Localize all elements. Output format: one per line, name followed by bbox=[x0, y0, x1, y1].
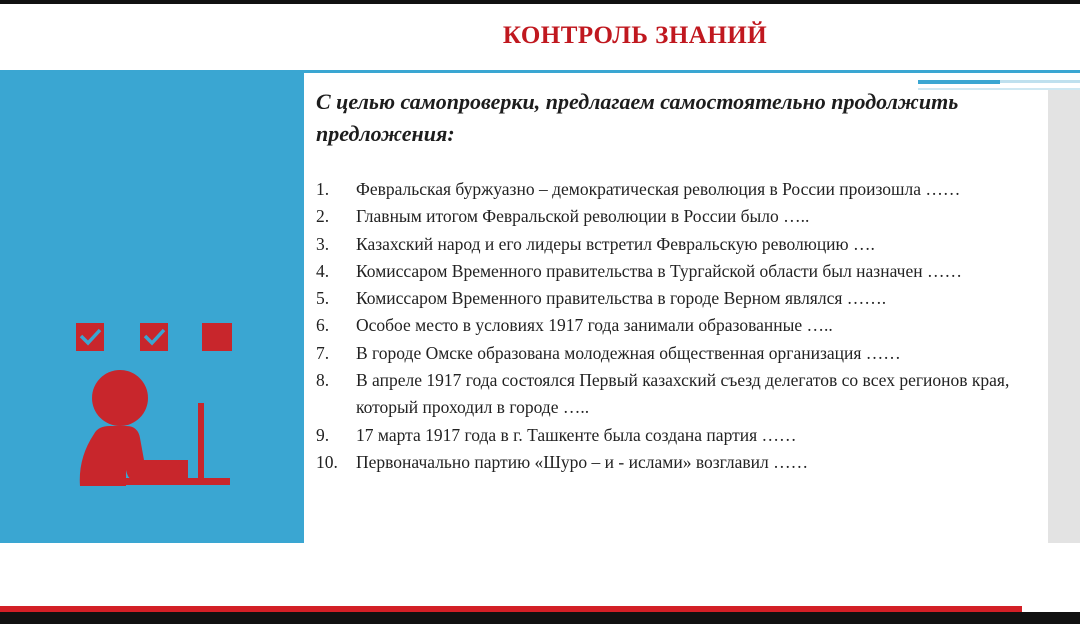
item-text: Главным итогом Февральской революции в России было ….. bbox=[356, 206, 810, 227]
bottom-black-bar bbox=[0, 612, 1080, 624]
person-body bbox=[80, 426, 188, 486]
top-border bbox=[0, 0, 1080, 4]
list-item bbox=[316, 176, 1046, 203]
list-item bbox=[316, 312, 1046, 339]
item-text: В апреле 1917 года состоялся Первый казахский съезд делегатов со всех регионов края, который проходил в городе ….. bbox=[356, 370, 1010, 418]
right-strip bbox=[1048, 90, 1080, 543]
item-text: Казахский народ и его лидеры встретил Февральскую революцию …. bbox=[356, 233, 875, 254]
accent-bar-light bbox=[1000, 80, 1080, 83]
list-item bbox=[316, 367, 1046, 422]
item-number: 10. bbox=[316, 451, 338, 472]
person-at-computer-icon bbox=[60, 308, 240, 498]
checkbox-checked-icon bbox=[140, 323, 168, 351]
desk-line bbox=[118, 478, 230, 485]
item-number: 5. bbox=[316, 288, 330, 309]
item-number: 7. bbox=[316, 342, 330, 363]
item-number: 3. bbox=[316, 233, 330, 254]
person-head bbox=[92, 370, 148, 426]
item-number: 8. bbox=[316, 370, 330, 391]
illustration-panel bbox=[0, 73, 304, 543]
accent-bar bbox=[918, 80, 1000, 84]
list-item bbox=[316, 285, 1046, 312]
item-text: Первоначально партию «Шуро – и - ислами» возглавил …… bbox=[356, 451, 809, 472]
item-number: 1. bbox=[316, 179, 330, 199]
list-item bbox=[316, 258, 1046, 285]
item-text: Особое место в условиях 1917 года занимали образованные ….. bbox=[356, 315, 833, 336]
question-list bbox=[316, 176, 1046, 476]
item-text: Февральская буржуазно – демократическая революция в России произошла …… bbox=[356, 179, 961, 199]
slide-title: КОНТРОЛЬ ЗНАНИЙ bbox=[502, 22, 768, 49]
item-text: 17 марта 1917 года в г. Ташкенте была создана партия …… bbox=[356, 424, 797, 445]
list-item bbox=[316, 340, 1046, 367]
item-text: Комиссаром Временного правительства в городе Верном являлся ……. bbox=[356, 288, 887, 309]
monitor-stand bbox=[198, 403, 204, 483]
list-item bbox=[316, 449, 1046, 476]
checkbox-filled-icon bbox=[202, 323, 232, 351]
item-number: 4. bbox=[316, 260, 330, 281]
item-number: 6. bbox=[316, 315, 330, 336]
list-item bbox=[316, 203, 1046, 230]
instruction-heading: С целью самопроверки, предлагаем самостоятельно продолжить предложения: bbox=[316, 89, 959, 146]
item-number: 9. bbox=[316, 424, 330, 445]
list-item bbox=[316, 231, 1046, 258]
item-text: Комиссаром Временного правительства в Тургайской области был назначен …… bbox=[356, 260, 962, 281]
checkbox-checked-icon bbox=[76, 323, 104, 351]
list-item bbox=[316, 422, 1046, 449]
item-number: 2. bbox=[316, 206, 330, 227]
item-text: В городе Омске образована молодежная общественная организация …… bbox=[356, 342, 901, 363]
